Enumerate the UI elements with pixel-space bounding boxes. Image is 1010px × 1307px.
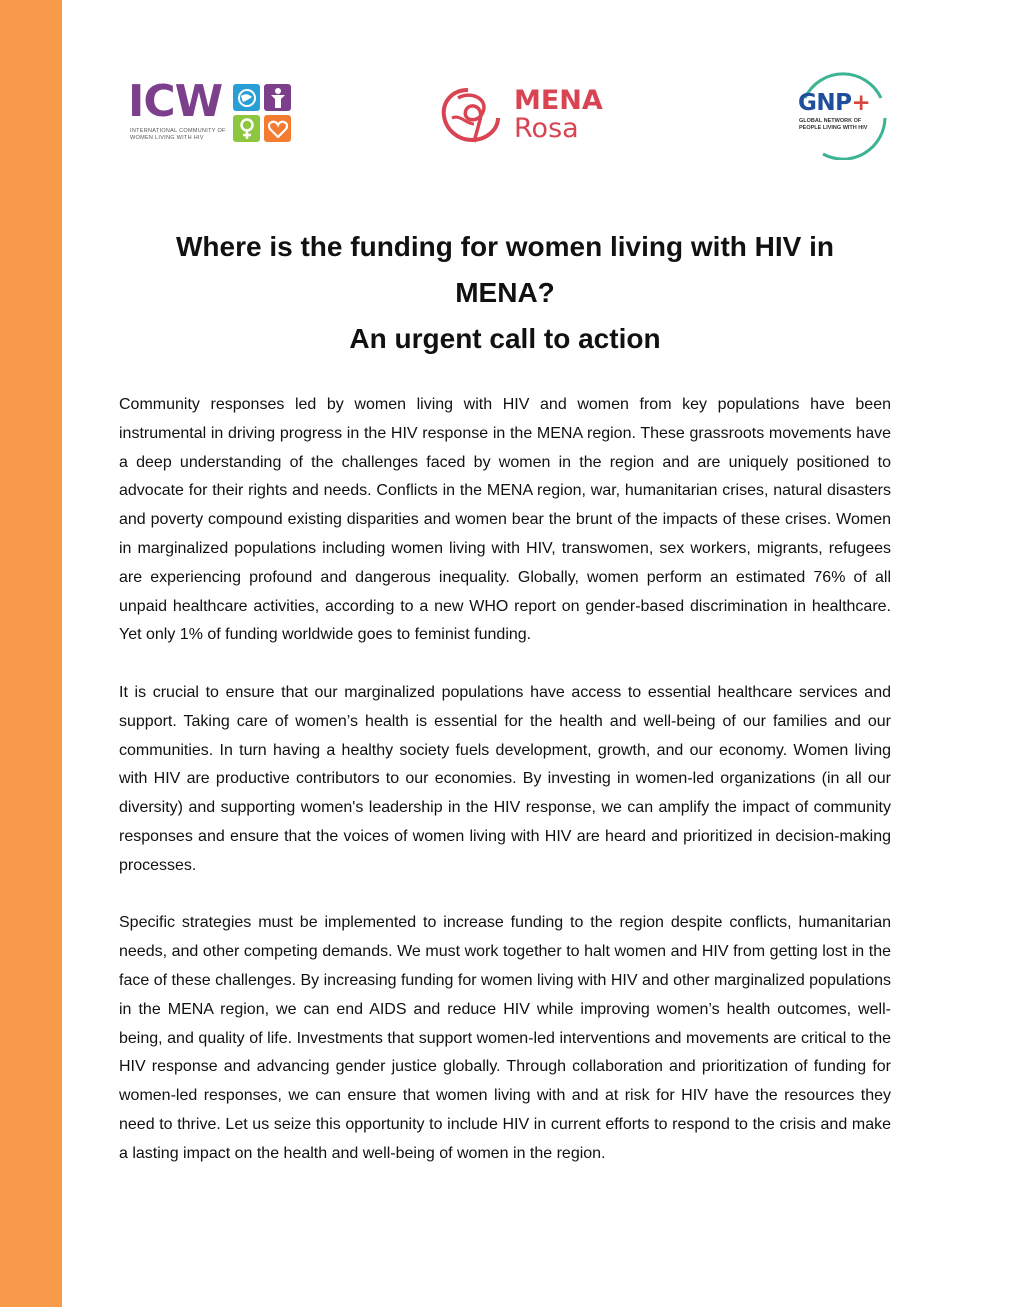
title-line-1: Where is the funding for women living with HIV in (176, 231, 834, 262)
document-title (118, 224, 892, 362)
document-body (119, 391, 891, 1197)
icw-logo (128, 76, 298, 150)
icw-logo-text: ICW (128, 76, 223, 127)
gnp-plus-logo (793, 68, 893, 160)
mena-word: MENA (514, 85, 603, 116)
icw-logo-subtext: INTERNATIONAL COMMUNITY OF WOMEN LIVING WITH HIV (130, 128, 226, 141)
title-line-2: MENA? (455, 277, 555, 308)
gnp-plus-sign: + (851, 90, 871, 116)
paragraph-2: It is crucial to ensure that our marginalized populations have access to essential healthcare services and support. Taking care of women’s health is essential for the health and well-being of our families and our communities. In turn having a healthy society fuels development, growth, and our economy. Women living with HIV are productive contributors to our economies. By investing in women-led organizations (in all our diversity) and supporting women's leadership in the HIV response, we can amplify the impact of community responses and ensure that the voices of women living with HIV are heard and prioritized in decision-making processes. (119, 683, 891, 874)
paragraph-1: Community responses led by women living with HIV and women from key populations have been instrumental in driving progress in the HIV response in the MENA region. These grassroots movements have a deep understanding of the challenges faced by women in the region and are uniquely positioned to advocate for their rights and needs. Conflicts in the MENA region, war, humanitarian crises, natural disasters and poverty compound existing disparities and women bear the brunt of the impacts of these crises. Women in marginalized populations including women living with HIV, transwomen, sex workers, migrants, refugees are experiencing profound and dangerous inequality. Globally, women perform an estimated 76% of all unpaid healthcare activities, according to a new WHO report on gender-based discrimination in healthcare. Yet only 1% of funding worldwide goes to feminist funding. (119, 396, 891, 644)
orange-side-bar (0, 0, 62, 1307)
heart-icon (264, 115, 291, 142)
icw-icon-grid (233, 84, 293, 146)
female-symbol-icon (233, 115, 260, 142)
gnp-logo-text (798, 90, 870, 116)
rosa-ribbon-icon (438, 84, 506, 146)
rosa-word: Rosa (514, 113, 579, 144)
paragraph-3: Specific strategies must be implemented to increase funding to the region despite conflicts, humanitarian needs, and other competing demands. We must work together to halt women and HIV from getting lost in the face of these challenges. By increasing funding for women living with HIV and other marginalized populations in the MENA region, we can end AIDS and reduce HIV while improving women’s health outcomes, well-being, and quality of life. Investments that support women-led interventions and movements are critical to the HIV response and advancing gender justice globally. Through collaboration and prioritization of funding for women-led responses, we can ensure that women living with and at risk for HIV have the resources they need to thrive. Let us seize this opportunity to include HIV in current efforts to respond to the crisis and make a lasting impact on the health and well-being of women in the region. (119, 914, 891, 1162)
globe-icon (233, 84, 260, 111)
mena-rosa-logo (438, 82, 618, 148)
person-icon (264, 84, 291, 111)
title-line-3: An urgent call to action (349, 323, 661, 354)
gnp-logo-subtext: GLOBAL NETWORK OF PEOPLE LIVING WITH HIV (799, 118, 868, 131)
gnp-letters: GNP (798, 90, 852, 116)
